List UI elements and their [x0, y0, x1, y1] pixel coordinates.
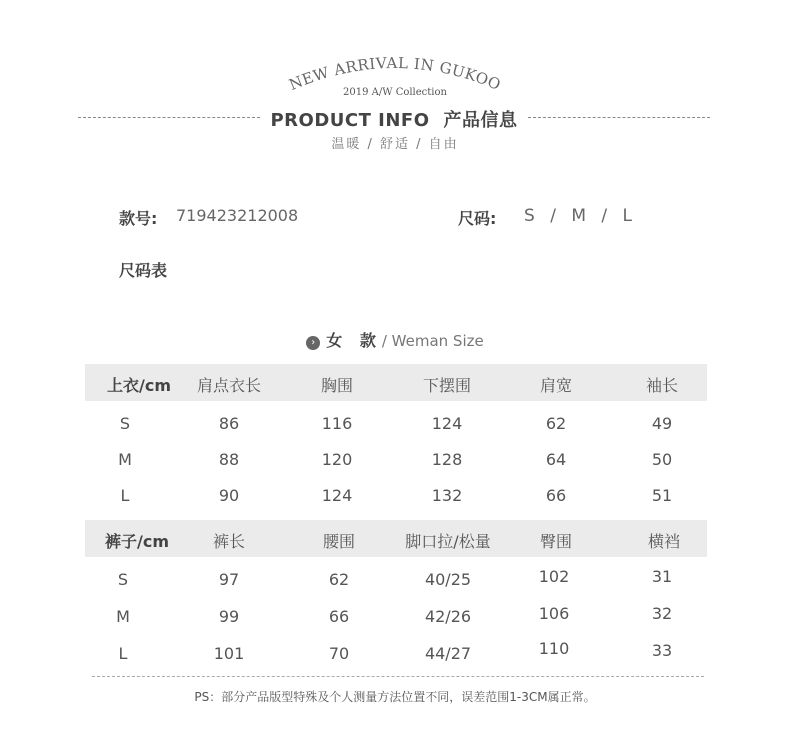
header-cell: 裤子/cm [104, 532, 169, 551]
section-title-cn: 女 款 [326, 331, 382, 350]
table-cell: 99 [218, 607, 240, 626]
top-table-header [85, 364, 707, 401]
table-cell: 51 [651, 486, 673, 505]
table-cell: 44/27 [424, 644, 472, 663]
table-cell: S [119, 414, 131, 433]
section-title [0, 328, 790, 351]
size-label: 尺码: [458, 209, 497, 228]
table-cell: 31 [651, 567, 673, 586]
footer-divider [92, 676, 704, 677]
table-cell: 86 [218, 414, 240, 433]
page-title [78, 106, 710, 132]
table-cell: M [118, 450, 132, 469]
header-cell: 裤长 [212, 532, 245, 551]
table-cell: 49 [651, 414, 673, 433]
table-cell: 128 [431, 450, 463, 469]
table-cell: S [117, 570, 129, 589]
table-row [85, 442, 707, 478]
table-cell: 106 [538, 604, 570, 623]
table-cell: 66 [328, 607, 350, 626]
header-cell: 肩点衣长 [196, 376, 261, 395]
chevron-right-circle-icon: › [306, 336, 320, 350]
footer-note: PS：部分产品版型特殊及个人测量方法位置不同，误差范围1-3CM属正常。 [194, 690, 596, 704]
table-cell: 62 [328, 570, 350, 589]
header-cell: 胸围 [320, 376, 353, 395]
title-cn: 产品信息 [443, 110, 518, 131]
table-cell: 97 [218, 570, 240, 589]
table-cell: 66 [545, 486, 567, 505]
table-row [85, 478, 707, 514]
table-cell: 32 [651, 604, 673, 623]
table-row [85, 636, 707, 672]
table-cell: 110 [538, 639, 570, 658]
tagline: 温暖 / 舒适 / 自由 [331, 137, 459, 152]
style-label: 款号: [119, 209, 158, 228]
table-cell: 132 [431, 486, 463, 505]
table-cell: 62 [545, 414, 567, 433]
pants-table-header [85, 520, 707, 557]
table-cell: 40/25 [424, 570, 472, 589]
section-title-en: / Weman Size [381, 332, 484, 350]
size-options: S / M / L [524, 206, 632, 226]
table-cell: 120 [321, 450, 353, 469]
header-cell: 袖长 [645, 376, 678, 395]
style-number: 719423212008 [176, 206, 299, 225]
table-cell: 42/26 [424, 607, 472, 626]
table-cell: L [118, 644, 128, 663]
table-cell: L [120, 486, 130, 505]
table-cell: 116 [321, 414, 353, 433]
header-cell: 臀围 [539, 532, 572, 551]
header-cell: 肩宽 [539, 376, 572, 395]
table-cell: 124 [321, 486, 353, 505]
table-cell: 70 [328, 644, 350, 663]
table-cell: 88 [218, 450, 240, 469]
table-cell: 50 [651, 450, 673, 469]
collection-subtitle: 2019 A/W Collection [343, 87, 447, 98]
table-cell: 64 [545, 450, 567, 469]
svg-text:NEW ARRIVAL IN GUKOO: NEW ARRIVAL IN GUKOO [286, 53, 504, 94]
size-chart-label: 尺码表 [119, 261, 168, 280]
header-cell: 横裆 [647, 532, 680, 551]
table-row [85, 562, 707, 598]
header-cell: 下摆围 [422, 376, 471, 395]
table-cell: 101 [213, 644, 245, 663]
table-cell: 90 [218, 486, 240, 505]
divider-right [528, 117, 710, 118]
table-cell: 124 [431, 414, 463, 433]
header-cell: 脚口拉/松量 [405, 532, 491, 551]
table-cell: M [116, 607, 130, 626]
header-cell: 腰围 [322, 532, 355, 551]
table-row [85, 406, 707, 442]
title-row [78, 104, 710, 132]
header-cell: 上衣/cm [106, 376, 171, 395]
table-row [85, 599, 707, 635]
title-en: PRODUCT INFO [270, 110, 430, 131]
table-cell: 102 [538, 567, 570, 586]
table-cell: 33 [651, 641, 673, 660]
